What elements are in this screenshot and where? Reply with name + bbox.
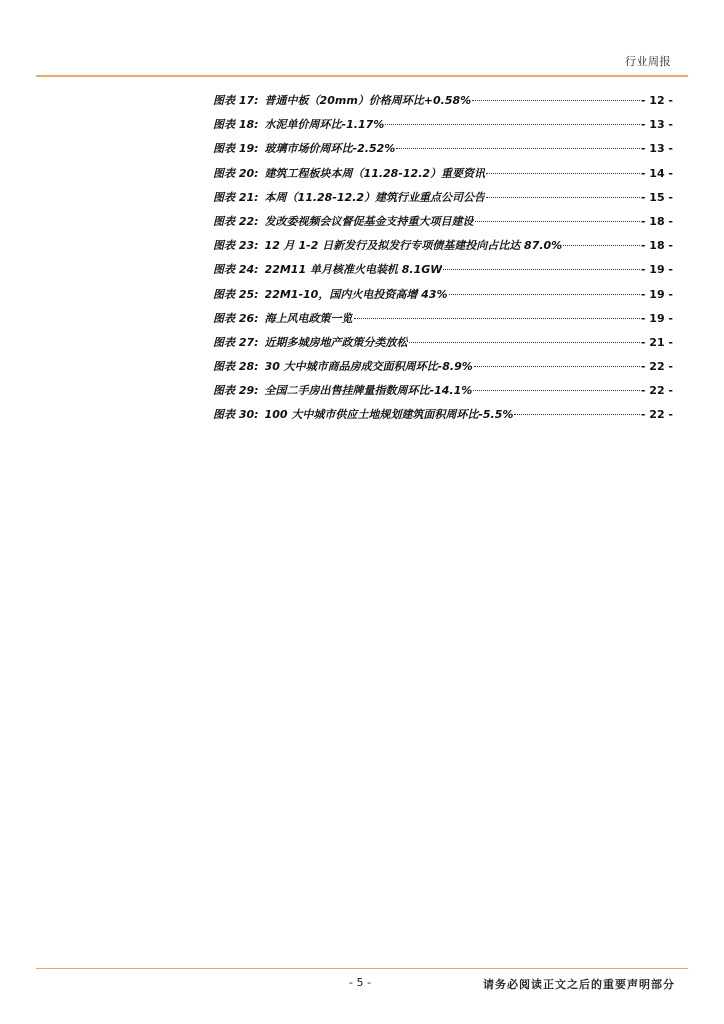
toc-entry-title: 水泥单价周环比-1.17% bbox=[264, 118, 385, 132]
toc-entry-label: 图表 22: bbox=[213, 214, 259, 228]
toc-entry[interactable] bbox=[213, 92, 673, 116]
toc-entry-page: - 22 - bbox=[640, 408, 673, 422]
toc-entry-label: 图表 25: bbox=[213, 287, 259, 301]
toc-entry-title: 22M11 单月核准火电装机 8.1GW bbox=[264, 263, 443, 277]
toc-entry-title: 30 大中城市商品房成交面积周环比-8.9% bbox=[264, 360, 473, 374]
toc-entry-label: 图表 24: bbox=[213, 263, 259, 277]
toc-entry[interactable] bbox=[213, 406, 673, 430]
toc-entry[interactable] bbox=[213, 189, 673, 213]
header-title: 行业周报 bbox=[625, 55, 671, 68]
toc-entry-page: - 14 - bbox=[640, 166, 673, 180]
toc-entry-page: - 19 - bbox=[640, 263, 673, 277]
toc-entry[interactable] bbox=[213, 310, 673, 334]
toc-entry-title: 玻璃市场价周环比-2.52% bbox=[264, 142, 396, 156]
toc-entry[interactable] bbox=[213, 165, 673, 189]
toc-entry-label: 图表 20: bbox=[213, 166, 259, 180]
toc-entry-label: 图表 26: bbox=[213, 311, 259, 325]
toc-entry-page: - 13 - bbox=[640, 142, 673, 156]
toc-entry-label: 图表 17: bbox=[213, 94, 259, 107]
toc-leader-dots bbox=[354, 317, 640, 319]
toc-entry-label: 图表 19: bbox=[213, 142, 259, 156]
table-of-figures bbox=[213, 92, 673, 431]
toc-leader-dots bbox=[486, 172, 640, 174]
toc-leader-dots bbox=[385, 123, 640, 125]
toc-entry-title: 全国二手房出售挂牌量指数周环比-14.1% bbox=[264, 384, 473, 398]
toc-leader-dots bbox=[514, 413, 639, 415]
toc-entry[interactable] bbox=[213, 140, 673, 164]
toc-entry[interactable] bbox=[213, 286, 673, 310]
toc-entry-title: 22M1-10，国内火电投资高增 43% bbox=[264, 287, 448, 301]
toc-leader-dots bbox=[409, 341, 640, 343]
toc-entry-title: 普通中板（20mm）价格周环比+0.58% bbox=[264, 94, 472, 107]
toc-entry-title: 100 大中城市供应土地规划建筑面积周环比-5.5% bbox=[264, 408, 514, 422]
toc-leader-dots bbox=[475, 220, 640, 222]
toc-entry-page: - 13 - bbox=[640, 118, 673, 132]
toc-entry-title: 发改委视频会议督促基金支持重大项目建设 bbox=[264, 214, 474, 228]
toc-entry[interactable] bbox=[213, 116, 673, 140]
toc-entry-label: 图表 30: bbox=[213, 408, 259, 422]
toc-entry[interactable] bbox=[213, 334, 673, 358]
toc-entry-label: 图表 29: bbox=[213, 384, 259, 398]
toc-entry-label: 图表 28: bbox=[213, 360, 259, 374]
toc-leader-dots bbox=[486, 196, 640, 198]
toc-entry-page: - 22 - bbox=[640, 384, 673, 398]
toc-leader-dots bbox=[443, 268, 639, 270]
toc-leader-dots bbox=[563, 244, 640, 246]
toc-entry-page: - 12 - bbox=[640, 94, 673, 107]
disclaimer-text: 请务必阅读正文之后的重要声明部分 bbox=[483, 978, 675, 991]
toc-leader-dots bbox=[473, 389, 640, 391]
toc-leader-dots bbox=[472, 99, 640, 101]
toc-entry-page: - 21 - bbox=[640, 335, 673, 349]
toc-entry-title: 本周（11.28-12.2）建筑行业重点公司公告 bbox=[264, 190, 486, 204]
toc-entry[interactable] bbox=[213, 261, 673, 285]
toc-entry-label: 图表 23: bbox=[213, 239, 259, 253]
toc-entry-page: - 18 - bbox=[640, 214, 673, 228]
toc-entry-page: - 15 - bbox=[640, 190, 673, 204]
toc-leader-dots bbox=[449, 293, 640, 295]
toc-entry-title: 近期多城房地产政策分类放松 bbox=[264, 335, 408, 349]
toc-entry-page: - 22 - bbox=[640, 360, 673, 374]
toc-entry-page: - 19 - bbox=[640, 287, 673, 301]
toc-entry-label: 图表 18: bbox=[213, 118, 259, 132]
toc-entry[interactable] bbox=[213, 358, 673, 382]
footer-divider bbox=[36, 968, 688, 969]
toc-entry-label: 图表 21: bbox=[213, 190, 259, 204]
toc-entry-title: 12 月 1-2 日新发行及拟发行专项债基建投向占比达 87.0% bbox=[264, 239, 563, 253]
toc-entry[interactable] bbox=[213, 237, 673, 261]
toc-entry-title: 海上风电政策一览 bbox=[264, 311, 353, 325]
toc-entry-title: 建筑工程板块本周（11.28-12.2）重要资讯 bbox=[264, 166, 486, 180]
page-number: - 5 - bbox=[349, 976, 371, 989]
toc-entry-label: 图表 27: bbox=[213, 335, 259, 349]
header-divider bbox=[36, 75, 688, 77]
toc-entry-page: - 19 - bbox=[640, 311, 673, 325]
toc-entry[interactable] bbox=[213, 213, 673, 237]
toc-entry-page: - 18 - bbox=[640, 239, 673, 253]
toc-leader-dots bbox=[474, 365, 640, 367]
toc-entry[interactable] bbox=[213, 382, 673, 406]
toc-leader-dots bbox=[396, 147, 640, 149]
